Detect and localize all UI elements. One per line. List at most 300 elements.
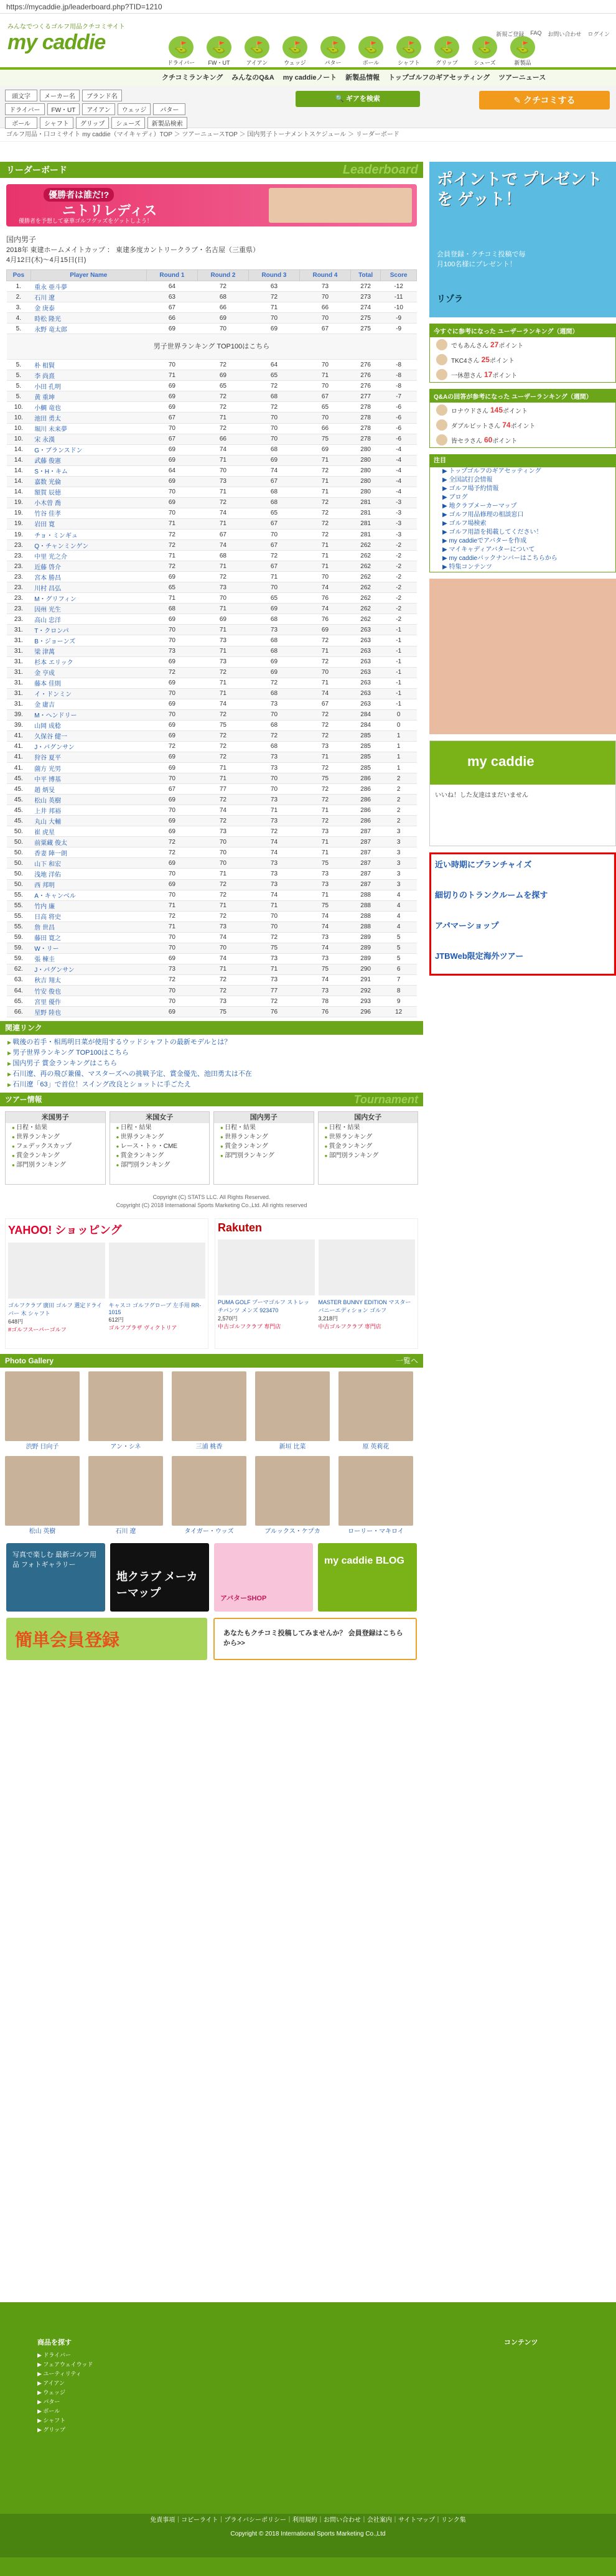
player-name[interactable]: 丸山 大輔 (30, 816, 146, 826)
player-name[interactable]: 松山 英樹 (30, 795, 146, 805)
cell: 72 (197, 497, 248, 508)
banner-sub: 優勝者を予想して豪華ゴルフグッズをゲットしよう！ (19, 218, 152, 224)
site-logo[interactable] (7, 21, 125, 55)
player-name[interactable]: 中里 光之介 (30, 551, 146, 561)
nav-label: シャフト (398, 60, 420, 66)
player-name[interactable]: 小田 孔明 (30, 381, 146, 391)
search-select[interactable]: ブランド名 (82, 90, 122, 101)
player-name[interactable]: 高山 忠洋 (30, 614, 146, 625)
player-name[interactable]: 堀川 未来夢 (30, 423, 146, 434)
footer-category[interactable]: ▶ シャフト (37, 2417, 66, 2424)
cell: 285 (350, 730, 380, 741)
footer-links[interactable]: 免責事項｜コピーライト｜プライバシーポリシー｜利用規約｜お問い合わせ｜会社案内｜サイトマップ｜リンク集 (150, 2517, 466, 2524)
qa-ranking-title: Q&Aの回答が参考になった ユーザーランキング（週間） (430, 390, 615, 403)
player-name[interactable]: 近藤 啓介 (30, 561, 146, 572)
player-name[interactable]: 竹内 廉 (30, 900, 146, 911)
cell: 72 (146, 561, 197, 572)
photo-gallery-banner[interactable]: 写真で楽しむ 最新ゴルフ用品 フォトギャラリー (6, 1543, 105, 1612)
ranking-item[interactable] (430, 418, 615, 432)
product-image (8, 1243, 105, 1299)
tour-card-link[interactable]: ● 賞金ランキング (214, 1142, 314, 1151)
cell: 72 (299, 730, 350, 741)
player-name[interactable]: J・パグンサン (30, 741, 146, 752)
nav-shoes[interactable] (467, 36, 503, 66)
tour-card-link[interactable]: ● 部門別ランキング (6, 1160, 105, 1170)
cell: 68 (248, 646, 299, 656)
cell: 4 (381, 911, 417, 922)
cell: 69 (146, 444, 197, 455)
player-name[interactable]: 竹谷 佳孝 (30, 508, 146, 518)
ranking-item[interactable] (430, 352, 615, 367)
player-name[interactable]: 嘉数 光倫 (30, 476, 146, 487)
subnav-item[interactable]: 新製品情報 (345, 74, 380, 82)
maker-map-banner[interactable]: 地クラブ メーカーマップ (110, 1543, 209, 1612)
cell: -3 (381, 497, 417, 508)
nav-fw[interactable] (201, 36, 237, 66)
player-name[interactable]: J・パグンサン (30, 964, 146, 974)
cell: 70 (248, 582, 299, 593)
product-name[interactable]: PUMA GOLF プーマゴルフ ストレッチパンツ メンズ 923470 (218, 1299, 310, 1314)
nav-driver[interactable] (163, 36, 199, 66)
cell: 65 (299, 402, 350, 413)
tour-card-link[interactable]: ● 賞金ランキング (6, 1151, 105, 1160)
player-name[interactable]: 李 尚熹 (30, 370, 146, 381)
cell: 2 (381, 816, 417, 826)
search-select[interactable]: アイアン (82, 103, 114, 115)
gallery-photo (88, 1456, 163, 1526)
nav-label: ボール (362, 60, 380, 66)
cell: 23. (7, 561, 31, 572)
point-ad[interactable] (429, 162, 616, 317)
gallery-item[interactable] (338, 1371, 413, 1452)
player-name[interactable]: 杉本 エリック (30, 656, 146, 667)
nav-wedge[interactable] (277, 36, 313, 66)
gallery-item[interactable] (172, 1371, 246, 1452)
tour-card (318, 1111, 419, 1185)
player-name[interactable]: A・キャンベル (30, 890, 146, 900)
points-unit: ポイント (510, 422, 536, 430)
ranking-item[interactable] (430, 337, 615, 352)
table-row (7, 773, 417, 784)
nav-label: アイアン (246, 60, 268, 66)
table-row (7, 932, 417, 943)
player-name[interactable]: 山岡 成稔 (30, 720, 146, 730)
footer-category[interactable]: ▶ ドライバー (37, 2352, 71, 2358)
player-name[interactable]: 前粟藏 俊太 (30, 837, 146, 847)
cell: 1 (381, 741, 417, 752)
cell: 6 (381, 964, 417, 974)
tour-card-link[interactable]: ● 世界ランキング (6, 1132, 105, 1142)
cell: 72 (299, 656, 350, 667)
cell: 73 (197, 922, 248, 932)
copyright-line: Copyright (C) 2018 International Sports Marketing Co.,Ltd. All rights reserved (116, 1202, 307, 1209)
player-name[interactable]: 宋 永漢 (30, 434, 146, 444)
search-select[interactable]: ウェッジ (118, 103, 151, 115)
featured-link[interactable]: ▶ トップゴルフのギアセッティング (442, 468, 541, 475)
related-link[interactable]: ▶ 男子世界ランキング TOP100はこちら (7, 1048, 416, 1058)
cell: 70 (197, 465, 248, 476)
ad-line-3[interactable]: アパマーショップ (435, 921, 499, 930)
player-name[interactable]: M・ヘンドリー (30, 709, 146, 720)
player-name[interactable]: 宮本 勝昌 (30, 572, 146, 582)
table-row (7, 476, 417, 487)
cell: 296 (350, 1007, 380, 1017)
prediction-banner[interactable] (6, 184, 417, 226)
cell: 286 (350, 795, 380, 805)
ad-box-red[interactable] (429, 852, 616, 976)
player-name[interactable]: 崔 虎星 (30, 826, 146, 837)
player-name[interactable]: T・クロンパ (30, 625, 146, 635)
cell: 72 (299, 709, 350, 720)
account-link[interactable]: ログイン (587, 31, 610, 37)
player-name[interactable]: 金 亨成 (30, 667, 146, 678)
footer-bar (0, 2514, 616, 2557)
cell: 41. (7, 752, 31, 762)
player-name[interactable]: イ・ドンミン (30, 688, 146, 699)
product-card[interactable] (218, 1239, 315, 1330)
tour-card-link[interactable]: ● 世界ランキング (319, 1132, 418, 1142)
related-link[interactable]: ▶ 国内男子 賞金ランキングはこちら (7, 1058, 416, 1069)
subnav-item[interactable]: my caddieノート (282, 74, 337, 82)
table-row (7, 423, 417, 434)
player-name[interactable]: 久保谷 健一 (30, 730, 146, 741)
account-link[interactable]: 新規ご登録 (496, 31, 525, 37)
tour-card-link[interactable]: ● 日程・結果 (319, 1123, 418, 1132)
featured-link[interactable]: ▶ 地クラブメーカーマップ (442, 503, 517, 510)
player-name[interactable]: 永野 竜太郎 (30, 324, 146, 334)
player-name[interactable]: M・グリフィン (30, 593, 146, 604)
tour-card-link[interactable]: ● フェデックスカップ (6, 1142, 105, 1151)
player-name[interactable]: 狩谷 夏平 (30, 752, 146, 762)
footer-category[interactable]: ▶ パター (37, 2399, 60, 2405)
nav-label: シューズ (474, 60, 496, 66)
cell: 3 (381, 869, 417, 879)
related-link[interactable]: ▶ 戦後の若手・相馬明日菜が使用するウッドシャフトの最新モデルとは？ (7, 1037, 416, 1048)
cell: 71 (146, 593, 197, 604)
player-name[interactable]: チョ・ミンギュ (30, 529, 146, 539)
search-select[interactable]: パター (153, 103, 185, 115)
table-row (7, 497, 417, 508)
cell: 277 (350, 391, 380, 402)
featured-link[interactable]: ▶ マイキャディアバターについて (442, 546, 535, 553)
search-select[interactable]: グリップ (76, 117, 110, 129)
cell: 69 (146, 816, 197, 826)
footer-category[interactable]: ▶ ユーティリティ (37, 2371, 82, 2377)
search-select[interactable]: 頭文字 (5, 90, 37, 101)
player-name[interactable]: W・リー (30, 943, 146, 953)
ranking-item[interactable] (430, 367, 615, 382)
footer-category[interactable]: ▶ ボール (37, 2408, 60, 2414)
gallery-item[interactable] (172, 1456, 246, 1537)
cell: 71 (197, 646, 248, 656)
nav-grip[interactable] (429, 36, 465, 66)
footer-category[interactable]: ▶ アイアン (37, 2380, 65, 2386)
leaderboard-table (6, 269, 417, 1017)
player-name[interactable]: 川村 昌弘 (30, 582, 146, 593)
breadcrumb[interactable]: ゴルフ用品・口コミサイト my caddie（マイキャディ）TOP ＞ ツアーニュースTOP ＞ 国内男子トーナメントスケジュール ＞ リーダーボード (0, 128, 616, 142)
player-name[interactable]: 秋吉 翔太 (30, 974, 146, 985)
player-name[interactable]: 香妻 陣一朗 (30, 847, 146, 858)
cell: 71 (197, 413, 248, 423)
featured-link[interactable]: ▶ 全国試打会情報 (442, 477, 493, 483)
sub-nav (0, 70, 616, 86)
tour-card-link[interactable]: ● 世界ランキング (214, 1132, 314, 1142)
fb-page-name[interactable]: my caddie (430, 741, 615, 785)
featured-link[interactable]: ▶ ゴルフ用語を掲載してください！ (442, 529, 543, 536)
nav-newproduct[interactable] (505, 36, 541, 66)
cell: 65 (248, 508, 299, 518)
cell: 1 (381, 752, 417, 762)
cell: 68 (248, 720, 299, 730)
featured-link[interactable]: ▶ ブログ (442, 494, 468, 501)
ad-banner-2[interactable] (429, 579, 616, 734)
gallery-item[interactable] (5, 1371, 80, 1452)
cell: 68 (146, 604, 197, 614)
search-select[interactable]: メーカー名 (40, 90, 80, 101)
nav-shaft[interactable] (391, 36, 427, 66)
ranking-item[interactable] (430, 403, 615, 418)
account-link[interactable]: FAQ (530, 30, 542, 36)
cell: 73 (197, 476, 248, 487)
table-row (7, 709, 417, 720)
featured-link[interactable]: ▶ ゴルフ場予約情報 (442, 485, 499, 492)
related-link[interactable]: ▶ 石川遼、再の飛び兼備、マスターズへの挑戦予定、賞金優先、池田勇太は不在 (7, 1069, 416, 1080)
avatar-shop-banner[interactable]: アバターSHOP (214, 1543, 313, 1612)
cell: 69 (299, 444, 350, 455)
player-name[interactable]: 額賀 辰徳 (30, 487, 146, 497)
cell: 66 (299, 302, 350, 313)
cell: 69 (146, 678, 197, 688)
address-bar[interactable]: https://mycaddie.jp/leaderboard.php?TID=1210 (0, 0, 616, 14)
product-price: 612円 (108, 1317, 124, 1323)
gallery-item[interactable] (338, 1456, 413, 1537)
cell: 23. (7, 614, 31, 625)
cell: 76 (299, 614, 350, 625)
ad-line-1[interactable]: 近い時期にプランチャイズ (435, 860, 532, 869)
blog-banner[interactable]: my caddie BLOG (318, 1543, 417, 1612)
player-name[interactable]: Q・チャンミンゲン (30, 540, 146, 551)
subnav-item[interactable]: ツアーニュース (498, 74, 546, 82)
gear-search-button[interactable]: 🔍 ギアを検索 (296, 91, 420, 107)
featured-link[interactable]: ▶ ゴルフ場検索 (442, 520, 487, 527)
user-name: ロナウドさん (451, 408, 488, 415)
cell: 70 (146, 360, 197, 370)
search-select[interactable]: シューズ (111, 117, 144, 129)
cell: 74 (197, 953, 248, 964)
cell: 289 (350, 953, 380, 964)
cell: 3 (381, 879, 417, 890)
tour-card-title: 国内男子 (214, 1112, 314, 1123)
cell: 263 (350, 667, 380, 678)
player-name[interactable]: 日高 将史 (30, 911, 146, 922)
player-name[interactable]: 藤本 佳則 (30, 678, 146, 688)
product-name[interactable]: ゴルフクラブ 廣田 ゴルフ 選定ドライバー 木 シャフト (8, 1302, 102, 1317)
player-name[interactable]: 山下 和宏 (30, 858, 146, 869)
player-name[interactable]: 藤田 寛之 (30, 932, 146, 943)
cell: 31. (7, 625, 31, 635)
player-name[interactable]: 浅地 洋佑 (30, 869, 146, 879)
tour-card-link[interactable]: ● 部門別ランキング (319, 1151, 418, 1160)
cell: 70 (299, 572, 350, 582)
product-card[interactable] (319, 1239, 416, 1330)
featured-link[interactable]: ▶ 特集コンテンツ (442, 564, 492, 571)
tour-card-link[interactable]: ● レース・トゥ・CME (110, 1142, 210, 1151)
footer-category[interactable]: ▶ フェアウェイウッド (37, 2361, 93, 2368)
cell: 72 (197, 730, 248, 741)
gallery-item[interactable] (255, 1456, 330, 1537)
player-name[interactable]: 武藤 俊憲 (30, 455, 146, 465)
cell: 71 (248, 572, 299, 582)
search-select[interactable]: ボール (5, 117, 37, 129)
product-name[interactable]: キャスコ ゴルフグローブ 左手用 RR-1015 (108, 1302, 202, 1316)
cell: 69 (146, 391, 197, 402)
player-name[interactable]: 小木曽 喬 (30, 497, 146, 508)
tour-card-link[interactable]: ● 部門別ランキング (110, 1160, 210, 1170)
subnav-item[interactable]: みんなのQ&A (231, 74, 274, 82)
cell: 50. (7, 869, 31, 879)
tour-card-link[interactable]: ● 賞金ランキング (319, 1142, 418, 1151)
nav-putter[interactable] (315, 36, 351, 66)
cell: -2 (381, 551, 417, 561)
tour-card-link[interactable]: ● 賞金ランキング (110, 1151, 210, 1160)
product-price: 2,570円 (218, 1315, 238, 1322)
player-name[interactable]: 趙 炳旻 (30, 784, 146, 795)
gallery-caption: ブルックス・ケプカ (264, 1528, 320, 1536)
player-name[interactable]: 岩田 寛 (30, 518, 146, 529)
cell: 73 (197, 996, 248, 1007)
search-select[interactable]: ドライバー (5, 103, 45, 115)
cell: 72 (197, 911, 248, 922)
gallery-item[interactable] (88, 1456, 163, 1537)
player-name[interactable]: 池田 勇太 (30, 413, 146, 423)
gallery-item[interactable] (255, 1371, 330, 1452)
player-name[interactable]: 石川 遼 (30, 292, 146, 302)
player-name[interactable]: 時松 隆光 (30, 313, 146, 324)
search-select[interactable]: 新製品検索 (147, 117, 187, 129)
cell: 276 (350, 360, 380, 370)
tour-card-title: 米国男子 (6, 1112, 105, 1123)
cell: 287 (350, 869, 380, 879)
player-name[interactable]: G・ブランスドン (30, 444, 146, 455)
player-name[interactable]: 黄 重坤 (30, 391, 146, 402)
player-name[interactable]: B・ジョーンズ (30, 635, 146, 646)
cell: 72 (146, 847, 197, 858)
gallery-caption: タイガー・ウッズ (184, 1528, 234, 1536)
tour-card-link[interactable]: ● 日程・結果 (6, 1123, 105, 1132)
cell: 280 (350, 455, 380, 465)
cell: 72 (197, 360, 248, 370)
player-name[interactable]: 中平 博基 (30, 773, 146, 784)
player-name[interactable]: 竹安 俊也 (30, 986, 146, 996)
player-name[interactable]: 西 邦明 (30, 879, 146, 890)
cell: 10. (7, 402, 31, 413)
ranking-item[interactable] (430, 432, 615, 447)
product-shop: 中古ゴルフクラブ 専門店 (318, 1323, 381, 1330)
user-points: 145 (490, 406, 503, 414)
cell: 72 (299, 518, 350, 529)
search-select[interactable]: シャフト (40, 117, 73, 129)
cell: 72 (299, 784, 350, 795)
banner-top: 優勝者は誰だ!? (44, 188, 114, 202)
player-name[interactable]: 金 庸吉 (30, 699, 146, 709)
player-name[interactable]: 小鯛 竜也 (30, 402, 146, 413)
player-name[interactable]: 梁 津萬 (30, 646, 146, 656)
cell: -6 (381, 402, 417, 413)
yahoo-logo[interactable]: YAHOO! ショッピング (8, 1224, 122, 1237)
featured-link[interactable]: ▶ ゴルフ用品修理の相談窓口 (442, 511, 524, 518)
featured-link[interactable]: ▶ my caddieでアバターを作成 (442, 538, 527, 544)
world-ranking-link[interactable]: 男子世界ランキング TOP100はこちら (7, 334, 417, 360)
ad-line-2[interactable]: 細切りのトランクルームを探す (435, 890, 548, 900)
tour-card-link[interactable]: ● 世界ランキング (110, 1132, 210, 1142)
register-sub[interactable]: あなたもクチコミ投稿してみませんか？ 会員登録はこちらから>> (213, 1618, 417, 1660)
cell: 68 (248, 391, 299, 402)
footer-category[interactable]: ▶ グリップ (37, 2427, 66, 2433)
tour-card-link[interactable]: ● 日程・結果 (214, 1123, 314, 1132)
player-name[interactable]: 星野 陸也 (30, 1007, 146, 1017)
ball-icon: ⛳ (358, 36, 383, 58)
user-avatar (436, 404, 447, 416)
cell: 70 (248, 911, 299, 922)
ad-line-4[interactable]: JTBWeb限定海外ツアー (435, 951, 524, 961)
player-name[interactable]: 朴 相賢 (30, 360, 146, 370)
footer-contents-heading: コンテンツ (504, 2339, 538, 2346)
account-link[interactable]: お問い合わせ (548, 31, 582, 37)
player-name[interactable]: 因州 光生 (30, 604, 146, 614)
table-row (7, 730, 417, 741)
cell: 10. (7, 434, 31, 444)
tour-card-link[interactable]: ● 日程・結果 (110, 1123, 210, 1132)
cell: 65 (146, 582, 197, 593)
register-button[interactable]: 簡単会員登録 (6, 1618, 207, 1660)
rakuten-logo[interactable]: Rakuten (218, 1221, 263, 1234)
cell: 71 (299, 847, 350, 858)
gallery-item[interactable] (88, 1371, 163, 1452)
subnav-item[interactable]: クチコミランキング (162, 74, 223, 82)
player-name[interactable]: S・H・キム (30, 465, 146, 476)
player-name[interactable]: 重永 亜斗夢 (30, 281, 146, 292)
table-row (7, 540, 417, 551)
product-card[interactable] (109, 1243, 206, 1333)
footer-category[interactable]: ▶ ウェッジ (37, 2389, 66, 2396)
cell: 72 (146, 741, 197, 752)
player-name[interactable]: 宮里 優作 (30, 996, 146, 1007)
cell: 69 (146, 572, 197, 582)
review-button[interactable]: ✎ クチコミする (479, 91, 610, 110)
cell: -2 (381, 572, 417, 582)
related-link[interactable]: ▶ 石川遼「63」で首位！スイング改良とショットに手ごたえ (7, 1080, 416, 1090)
featured-link[interactable]: ▶ my caddieバックナンバーはこちらから (442, 555, 558, 562)
user-avatar (436, 354, 447, 365)
nav-ball[interactable] (353, 36, 389, 66)
gallery-item[interactable] (5, 1456, 80, 1537)
nav-iron[interactable] (239, 36, 275, 66)
product-card[interactable] (8, 1243, 105, 1333)
player-name[interactable]: 張 棟圭 (30, 953, 146, 964)
player-name[interactable]: 金 庚泰 (30, 302, 146, 313)
search-select[interactable]: FW・UT (47, 103, 80, 115)
cell: 262 (350, 540, 380, 551)
player-name[interactable]: 上井 邦裕 (30, 805, 146, 816)
tour-card-link[interactable]: ● 部門別ランキング (214, 1151, 314, 1160)
cell: 69 (146, 858, 197, 869)
subnav-item[interactable]: トップゴルフのギアセッティング (388, 74, 490, 82)
nav-label: グリップ (436, 60, 458, 66)
gallery-more-link[interactable]: 一覧へ (395, 1356, 418, 1366)
player-name[interactable]: 薗方 光男 (30, 763, 146, 773)
product-name[interactable]: MASTER BUNNY EDITION マスターバニーエディション ゴルフ (318, 1299, 411, 1314)
player-name[interactable]: 詹 世昌 (30, 922, 146, 932)
